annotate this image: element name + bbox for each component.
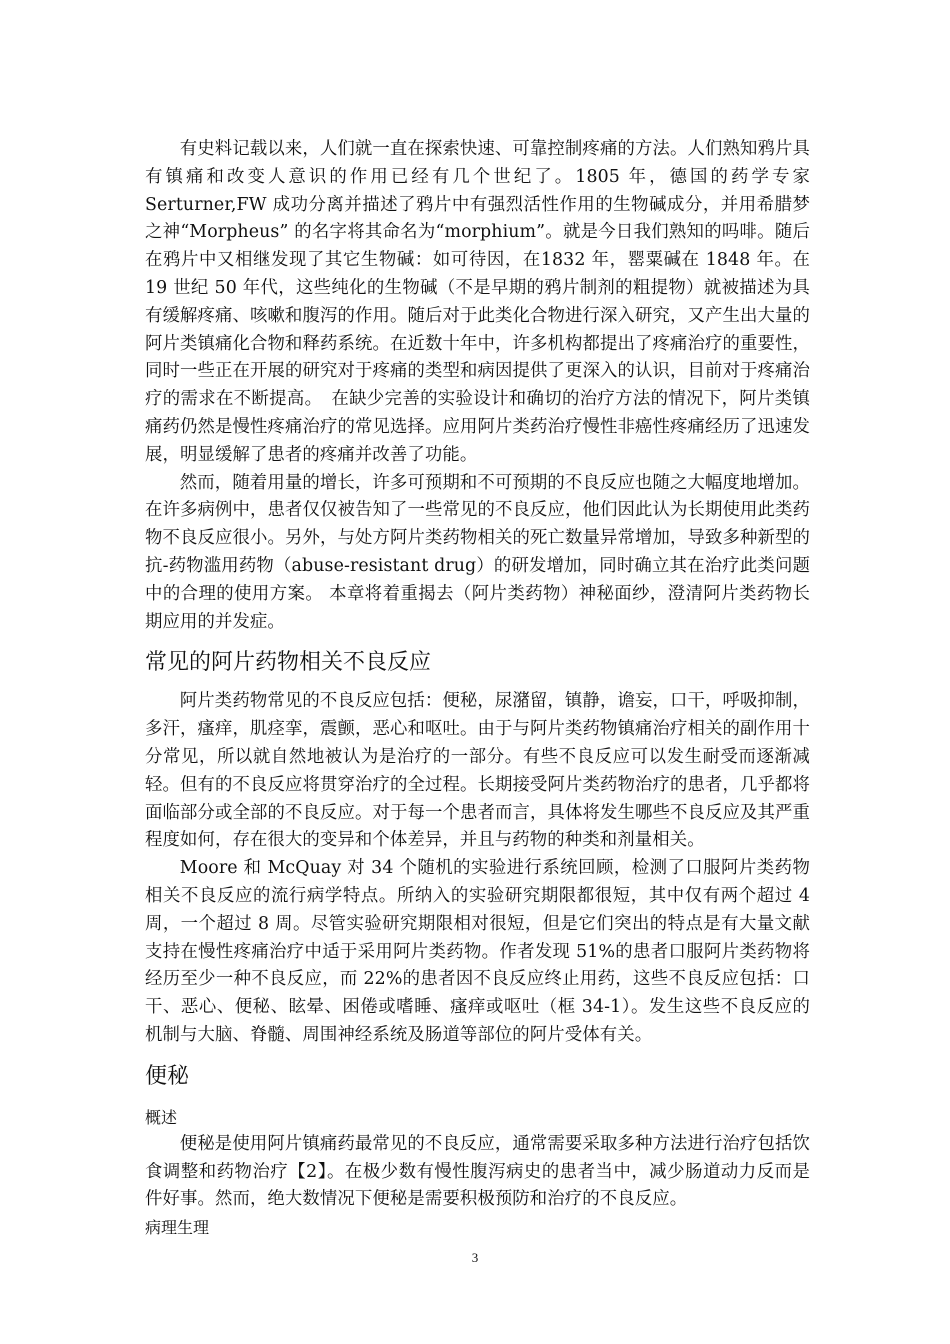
intro-paragraph-2: 然而，随着用量的增长，许多可预期和不可预期的不良反应也随之大幅度地增加。在许多病例中，患者仅仅被告知了一些常见的不良反应，他们因此认为长期使用此类药物不良反应很小。另外，与处方阿片类药物相关的死亡数量异常增加，导致多种新型的抗-药物滥用药物（abuse-resistant drug）的研发增加，同时确立其在治疗此类问题中的合理的使用方案。 本章将着重揭去（阿片类药物）神秘面纱，澄清阿片类药物长期应用的并发症。 bbox=[145, 472, 810, 632]
section-heading-adverse-reactions: 常见的阿片药物相关不良反应 bbox=[145, 650, 432, 676]
pathophysiology-label: 病理生理 bbox=[145, 1218, 210, 1238]
document-body bbox=[145, 136, 810, 1241]
subsection-heading-constipation: 便秘 bbox=[145, 1063, 190, 1089]
page-number: 3 bbox=[471, 1250, 479, 1265]
overview-paragraph: 便秘是使用阿片镇痛药最常见的不良反应，通常需要采取多种方法进行治疗包括饮食调整和药物治疗【2】。在极少数有慢性腹泻病史的患者当中，减少肠道动力反而是件好事。然而，绝大数情况下便秘是需要积极预防和治疗的不良反应。 bbox=[145, 1133, 810, 1210]
section-paragraph-1: 阿片类药物常见的不良反应包括：便秘，尿潴留，镇静，谵妄，口干，呼吸抑制，多汗，瘙痒，肌痉挛，震颤，恶心和呕吐。由于与阿片类药物镇痛治疗相关的副作用十分常见，所以就自然地被认为是治疗的一部分。有些不良反应可以发生耐受而逐渐减轻。但有的不良反应将贯穿治疗的全过程。长期接受阿片类药物治疗的患者，几乎都将面临部分或全部的不良反应。对于每一个患者而言，具体将发生哪些不良反应及其严重程度如何，存在很大的变异和个体差异，并且与药物的种类和剂量相关。 bbox=[145, 691, 810, 851]
overview-label: 概述 bbox=[145, 1107, 178, 1127]
intro-paragraph-1: 有史料记载以来，人们就一直在探索快速、可靠控制疼痛的方法。人们熟知鸦片具有镇痛和改变人意识的作用已经有几个世纪了。1805 年，德国的药学专家 Serturner,FW 成功分离并描述了鸦片中有强烈活性作用的生物碱成分，并用希腊梦之神“Morpheus” 的名字将其命名为“morphium”。就是今日我们熟知的吗啡。随后在鸦片中又相继发现了其它生物碱：如可待因，在1832 年，罂粟碱在 1848 年。在 19 世纪 50 年代，这些纯化的生物碱（不是早期的鸦片制剂的粗提物）就被描述为具有缓解疼痛、咳嗽和腹泻的作用。随后对于此类化合物进行深入研究，又产生出大量的阿片类镇痛化合物和释药系统。在近数十年中，许多机构都提出了疼痛治疗的重要性，同时一些正在开展的研究对于疼痛的类型和病因提供了更深入的认识，目前对于疼痛治疗的需求在不断提高。 在缺少完善的实验设计和确切的治疗方法的情况下，阿片类镇痛药仍然是慢性疼痛治疗的常见选择。应用阿片类药治疗慢性非癌性疼痛经历了迅速发展，明显缓解了患者的疼痛并改善了功能。 bbox=[145, 139, 810, 465]
section-paragraph-2: Moore 和 McQuay 对 34 个随机的实验进行系统回顾，检测了口服阿片类药物相关不良反应的流行病学特点。所纳入的实验研究期限都很短，其中仅有两个超过 4 周，一个超过 8 周。尽管实验研究期限相对很短，但是它们突出的特点是有大量文献支持在慢性疼痛治疗中适于采用阿片类药物。作者发现 51%的患者口服阿片类药物将经历至少一种不良反应，而 22%的患者因不良反应终止用药，这些不良反应包括：口干、恶心、便秘、眩晕、困倦或嗜睡、瘙痒或呕吐（框 34-1）。发生这些不良反应的机制与大脑、脊髓、周围神经系统及肠道等部位的阿片受体有关。 bbox=[145, 858, 810, 1045]
